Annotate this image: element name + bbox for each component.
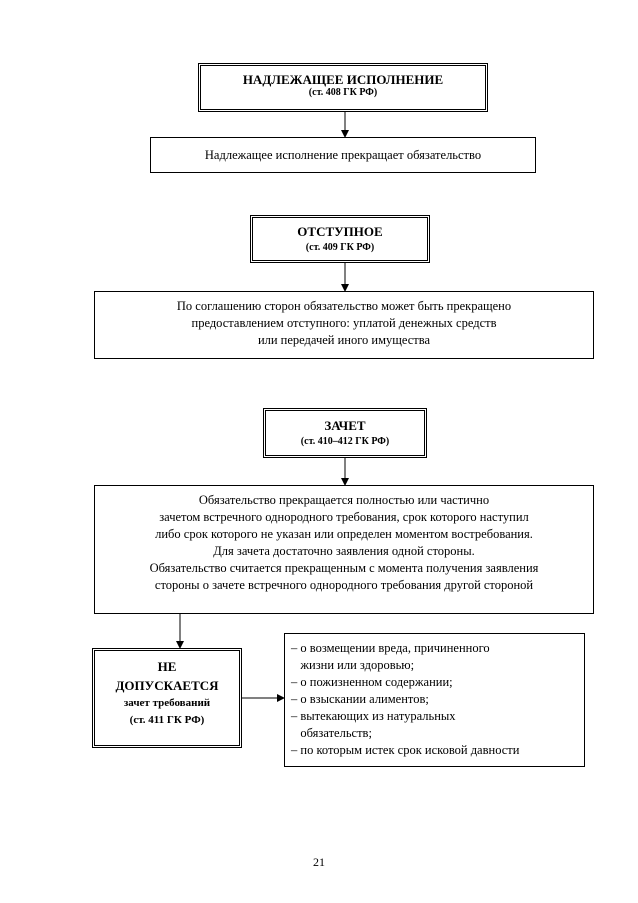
list-item: обязательств; bbox=[291, 726, 372, 740]
page-number: 21 bbox=[313, 855, 325, 869]
text-box-setoff bbox=[94, 485, 594, 614]
list-item: – о пожизненном содержании; bbox=[291, 675, 453, 689]
title-compensation: ОТСТУПНОЕ bbox=[297, 224, 383, 239]
ref-setoff: (ст. 410–412 ГК РФ) bbox=[300, 436, 390, 447]
list-item: – о возмещении вреда, причиненного bbox=[291, 641, 490, 655]
title-not-allowed-line: ДОПУСКАЕТСЯ bbox=[115, 678, 219, 693]
text-setoff-line: Обязательство считается прекращенным с момента получения заявления bbox=[149, 561, 539, 575]
title-box-not-allowed bbox=[92, 648, 242, 748]
text-proper-performance: Надлежащее исполнение прекращает обязательство bbox=[204, 148, 482, 162]
ref-compensation: (ст. 409 ГК РФ) bbox=[305, 242, 375, 253]
list-item: – по которым истек срок исковой давности bbox=[291, 743, 520, 757]
title-proper-performance: НАДЛЕЖАЩЕЕ ИСПОЛНЕНИЕ bbox=[242, 72, 444, 87]
ref-proper-performance: (ст. 408 ГК РФ) bbox=[308, 87, 378, 98]
list-item: – о взыскании алиментов; bbox=[291, 692, 429, 706]
text-compensation-line: или передачей иного имущества bbox=[257, 333, 431, 347]
title-not-allowed-line: НЕ bbox=[157, 659, 177, 674]
text-compensation-line: По соглашению сторон обязательство может быть прекращено bbox=[176, 299, 512, 313]
text-setoff-line: Обязательство прекращается полностью или частично bbox=[198, 493, 490, 507]
text-setoff-line: либо срок которого не указан или определен моментом востребования. bbox=[155, 527, 533, 541]
text-box-proper-performance bbox=[150, 137, 536, 173]
list-item: – вытекающих из натуральных bbox=[291, 709, 456, 723]
subtitle-not-allowed: зачет требований bbox=[123, 697, 211, 709]
list-box-not-allowed bbox=[284, 633, 585, 767]
text-setoff-line: зачетом встречного однородного требования, срок которого наступил bbox=[159, 510, 529, 524]
text-setoff-line: стороны о зачете встречного однородного требования другой стороной bbox=[154, 578, 534, 592]
list-item: жизни или здоровью; bbox=[291, 658, 415, 672]
text-box-compensation bbox=[94, 291, 594, 359]
title-box-compensation bbox=[250, 215, 430, 263]
title-setoff: ЗАЧЕТ bbox=[324, 418, 366, 433]
title-box-setoff bbox=[263, 408, 427, 458]
title-box-proper-performance bbox=[198, 63, 488, 112]
text-setoff-line: Для зачета достаточно заявления одной стороны. bbox=[213, 544, 475, 558]
ref-not-allowed: (ст. 411 ГК РФ) bbox=[129, 714, 205, 726]
text-compensation-line: предоставлением отступного: уплатой денежных средств bbox=[191, 316, 497, 330]
